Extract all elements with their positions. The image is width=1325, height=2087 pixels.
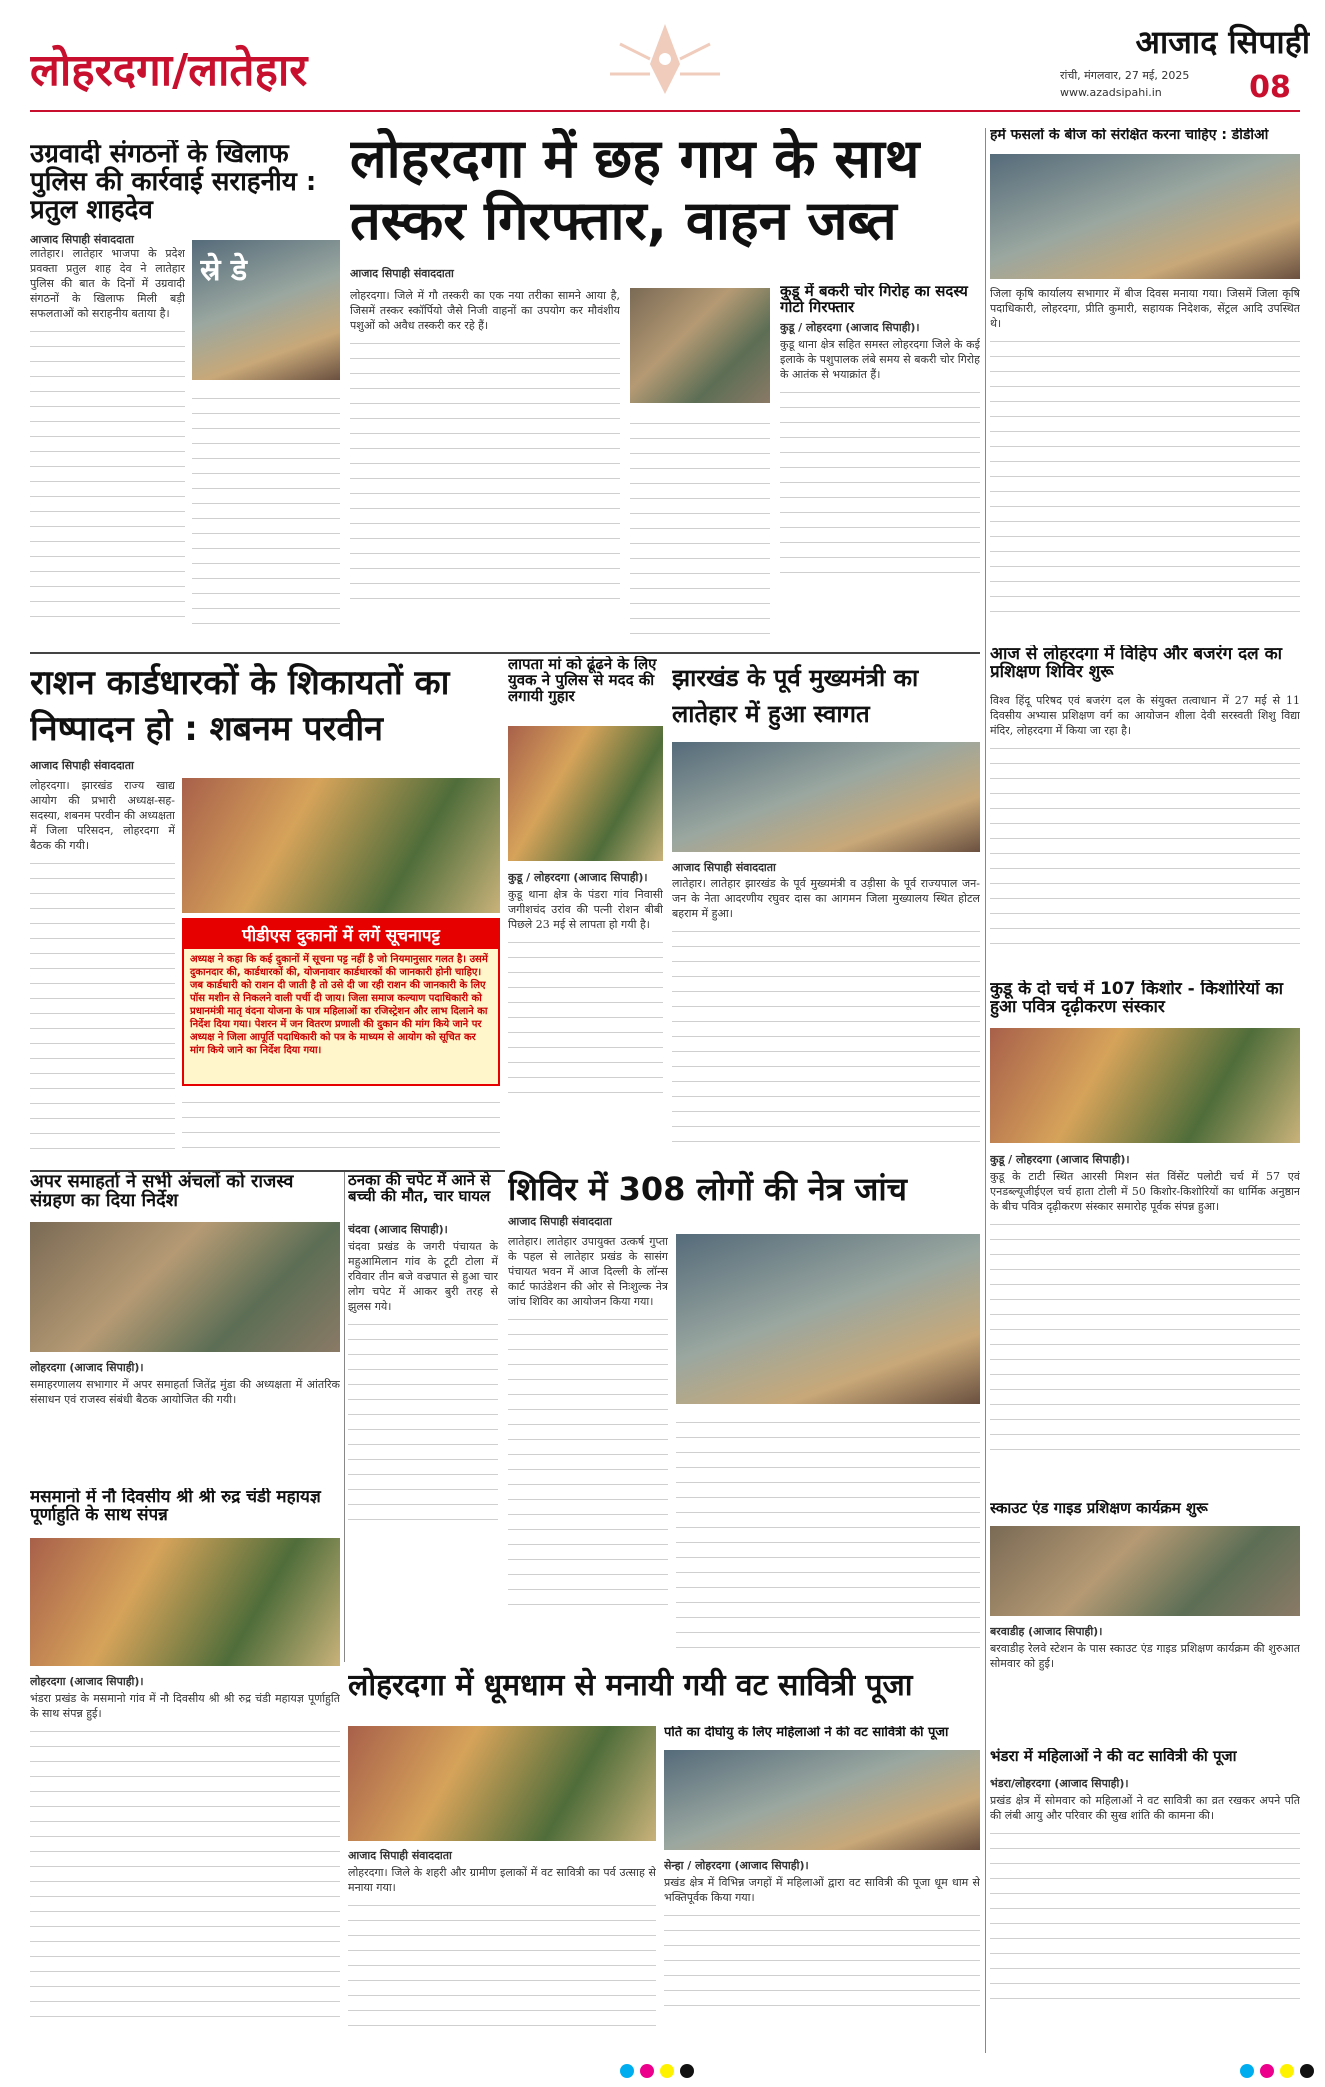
byline: कुडू / लोहरदगा (आजाद सिपाही)। [990,1153,1130,1166]
headline: स्काउट एंड गाइड प्रशिक्षण कार्यक्रम शुरू [990,1500,1208,1517]
byline: आजाद सिपाही संवाददाता [348,1849,452,1862]
headline: लोहरदगा में छह गाय के साथ तस्कर गिरफ्तार, वाहन जब्त [350,128,920,252]
body-text [30,321,185,621]
byline: आजाद सिपाही संवाददाता [672,861,776,874]
article-body [508,868,663,1163]
article-body [30,778,175,1163]
body-text [780,382,980,582]
cow-photo [630,288,770,403]
article-seeds [990,128,1300,638]
headline: ठनका की चपेट में आने से बच्ची की मौत, चार घायल [348,1172,491,1206]
lead-text: प्रखंड क्षेत्र में विभिन्न जगहों में महिलाओं द्वारा वट सावित्री की पूजा धूम धाम से भक्तिपूर्वक किया गया। [664,1876,980,1904]
headline: भंडरा में महिलाओं ने की वट सावित्री की पूजा [990,1748,1237,1765]
notice-body: अध्यक्ष ने कहा कि कई दुकानों में सूचना पट्ट नहीं है जो नियमानुसार गलत है। उसमें दुकानदार की, कार्डधारकों की, योजनावार कार्डधारकों की जानकारी होनी चाहिए। जब कार्डधारी को राशन दी जाती है तो उसे दी जा रही राशन की जानकारी के लिए पॉस मशीन से निकलने वाली पर्ची दी जाय। जिला समाज कल्याण पदाधिकारी को प्रधानमंत्री मातृ वंदना योजना के पात्र महिलाओं का रजिस्ट्रेशन और लाभ दिलाने का निर्देश दिया गया। पेशरन में जन वितरण प्रणाली की दुकान की मांग किये जाने पर अध्यक्ष ने जिला आपूर्ति पदाधिकारी को पत्र के माध्यम से आयोग को सूचित कर मांग किये जाने का निर्देश दिया गया। [190,954,488,1056]
headline: कुडू के दो चर्च में 107 किशोर - किशोरियों का हुआ पवित्र दृढ़ीकरण संस्कार [990,980,1284,1018]
portrait-photo [192,240,340,380]
body-text [348,1314,498,1534]
body-text [672,921,980,1146]
eye-camp-photo [676,1234,980,1404]
pen-nib-logo [580,4,750,104]
article-goat-thief-body [780,318,980,638]
masthead [0,0,1325,112]
body-text-2 [182,1092,500,1162]
lead-text: लातेहार। लातेहार झारखंड के पूर्व मुख्यमंत्री व उड़ीसा के पूर्व राज्यपाल जन-जन के नेता आदरणीय रघुवर दास का आगमन जिला मुख्यालय स्थित होटल बहराम में हुआ। [672,877,980,920]
welcome-photo [672,742,980,852]
headline: राशन कार्डधारकों के शिकायतों का निष्पादन हो : शबनम परवीन [30,663,450,749]
body-text [508,932,663,1102]
body-text-2 [192,388,340,636]
headline: शिविर में 308 लोगों की नेत्र जांच [508,1170,907,1208]
byline: बरवाडीह (आजाद सिपाही)। [990,1625,1103,1638]
article-senha-vat [664,1726,980,2056]
article-eye-camp [508,1168,980,1658]
article-bhandra-vat [990,1748,1300,2053]
revenue-photo [30,1222,340,1352]
reg-mark-black [680,2064,694,2078]
body-text [990,1214,1300,1454]
byline: सेन्हा / लोहरदगा (आजाद सिपाही)। [664,1859,809,1872]
article-body [990,693,1300,973]
lead-text: लातेहार। लातेहार भाजपा के प्रदेश प्रवक्ता प्रतुल शाह देव ने लातेहार पुलिस की बात के दिनों में उग्रवादी संगठनों के खिलाफ मिली बड़ी सफलताओं को सराहनीय बताया है। [30,247,185,320]
reg-mark-cyan [620,2064,634,2078]
article-confirmation [990,980,1300,1490]
article-body [672,876,980,1161]
lead-text: लोहरदगा। जिले में गौ तस्करी का एक नया तरीका सामने आया है, जिसमें तस्कर स्कॉर्पियो जैसे निजी वाहनों का उपयोग कर मौवंशीय पशुओं को अवैध तस्करी कर रहे हैं। [350,289,620,332]
headline: कुडू में बकरी चोर गिरोह का सदस्य गोटो गिरफ्तार [780,283,968,317]
lead-text: लोहरदगा। झारखंड राज्य खाद्य आयोग की प्रभारी अध्यक्ष-सह-सदस्या, शबनम परवीन की अध्यक्षता में जिला परिसदन, लोहरदगा में बैठक की गयी। [30,779,175,852]
body-text-2 [676,1412,980,1654]
headline: लोहरदगा में धूमधाम से मनायी गयी वट सावित्री पूजा [348,1668,913,1703]
yagya-photo [30,1538,340,1666]
confirmation-photo [990,1028,1300,1143]
brand-name: आजाद सिपाही [1135,23,1310,61]
article-yagya [30,1488,340,1668]
article-yagya-body [30,1672,340,2052]
body-text [350,333,620,613]
notice-box [182,918,500,1086]
lead-text: भंडरा प्रखंड के मसमानो गांव में नौ दिवसीय श्री श्री रुद्र चंडी महायज्ञ पूर्णाहुति के साथ संपन्न हुई। [30,1692,340,1720]
article-pratul [30,140,340,640]
article-scout-guide [990,1500,1300,1740]
headline: आज से लोहरदगा में विहिप और बजरंग दल का प्रशिक्षण शिविर शुरू [990,645,1283,683]
body-text [990,738,1300,958]
seeds-photo [990,154,1300,279]
lead-text: कुडू थाना क्षेत्र सहित समस्त लोहरदगा जिले के कई इलाके के पशुपालक लंबे समय से बकरी चोर गिरोह के आतंक से भयाक्रांत हैं। [780,338,980,381]
byline: चंदवा (आजाद सिपाही)। [348,1223,448,1236]
headline: हमें फसलों के बीज को संरक्षित करना चाहिए : डीडीओ [990,128,1269,143]
website: www.azadsipahi.in [1060,86,1162,99]
lead-text: लोहरदगा। जिले के शहरी और ग्रामीण इलाकों में वट सावित्री का पर्व उत्साह से मनाया गया। [348,1866,656,1894]
article-body [350,288,620,643]
article-body [990,286,1300,636]
byline: लोहरदगा (आजाद सिपाही)। [30,1361,144,1374]
woman-photo [508,726,663,861]
headline: लापता मां को ढूंढने के लिए युवक ने पुलिस से मदद की लगायी गुहार [508,656,657,706]
article-body [990,1150,1300,1485]
byline: भंडरा/लोहरदगा (आजाद सिपाही)। [990,1777,1129,1790]
body-text [664,1905,980,2015]
reg-mark-black [1300,2064,1314,2078]
headline: उग्रवादी संगठनों के खिलाफ पुलिस की कार्रवाई सराहनीय : प्रतुल शाहदेव [30,140,317,226]
lead-text: समाहरणालय सभागार में अपर समाहर्ता जितेंद्र मुंडा की अध्यक्षता में आंतरिक संसाधन एवं राजस्व संबंधी बैठक आयोजित की गयी। [30,1378,340,1406]
headline: पति का दीर्घायु के लिए महिलाओं ने की वट सावित्री की पूजा [664,1726,949,1740]
body-text [508,1309,668,1609]
article-lightning [348,1172,498,1612]
byline: आजाद सिपाही संवाददाता [350,267,454,280]
article-body [990,1774,1300,2049]
headline: झारखंड के पूर्व मुख्यमंत्री का लातेहार में हुआ स्वागत [672,664,919,728]
article-missing-mother [508,656,663,1164]
article-vhp-camp [990,645,1300,975]
body-text-2 [630,413,770,643]
article-revenue [30,1172,340,1482]
body-text [990,1823,1300,2003]
article-former-cm [672,660,980,1165]
vat-savitri-photo [348,1726,656,1841]
lead-text: चंदवा प्रखंड के जगरी पंचायत के महुआमिलान गांव के टूटी टोला में रविवार तीन बजे वज्रपात से हुआ चार लोग चपेट में आकर बुरी तरह से झुलस गये। [348,1240,498,1313]
page-number: 08 [1249,70,1291,105]
article-vat-savitri-body [348,1846,656,2056]
headline: अपर समाहर्ता ने सभी अंचलों को राजस्व संग्रहण का दिया निर्देश [30,1172,294,1212]
divider [30,652,980,654]
reg-mark-cyan [1240,2064,1254,2078]
article-body [30,1358,340,1478]
article-body [30,246,185,636]
registration-marks [0,2060,1325,2084]
column-rule [985,128,986,2053]
reg-mark-yellow [1280,2064,1294,2078]
headline: मसमानो में नौ दिवसीय श्री श्री रुद्र चंडी महायज्ञ पूर्णाहुति के साथ संपन्न [30,1488,321,1526]
dateline: रांची, मंगलवार, 27 मई, 2025 [1060,69,1190,82]
banner-text: स्रे डे [200,253,248,288]
scout-photo [990,1526,1300,1616]
lead-text: कुडू थाना क्षेत्र के पंडरा गांव निवासी जगीशचंद उरांव की पत्नी रोशन बीबी पिछले 23 मई से लापता हो गयी है। [508,888,663,931]
lead-text: प्रखंड क्षेत्र में सोमवार को महिलाओं ने वट सावित्री का व्रत रखकर अपने पति की लंबी आयु और परिवार की सुख शांति की कामना की। [990,1794,1300,1822]
byline: आजाद सिपाही संवाददाता [508,1215,612,1228]
article-body [348,1220,498,1610]
article-body [990,1622,1300,1737]
lead-text: लातेहार। लातेहार उपायुक्त उत्कर्ष गुप्ता के पहल से लातेहार प्रखंड के सासंग पंचायत भवन में आज दिल्ली के लॉन्स कार्ट फाउंडेशन की ओर से निःशुल्क नेत्र जांच शिविर का आयोजन किया गया। [508,1235,668,1308]
byline: कुडू / लोहरदगा (आजाद सिपाही)। [780,321,920,334]
article-body [508,1234,668,1654]
byline: आजाद सिपाही संवाददाता [30,759,134,772]
lead-text: विश्व हिंदू परिषद एवं बजरंग दल के संयुक्त तत्वाधान में 27 मई से 11 दिवसीय अभ्यास प्रशिक्षण वर्ग का आयोजन शीला देवी सरस्वती शिशु विद्या मंदिर, लोहरदगा में किया जा रहा है। [990,694,1300,737]
masthead-rule [30,110,1300,112]
article-ration [30,660,500,1165]
lead-text: कुडू के टाटी स्थित आरसी मिशन संत विंसेंट पलोटी चर्च में 57 एवं एनडब्ल्यूजीईएल चर्च हाता टोली में 50 किशोर-किशोरियों का धार्मिक अनुष्ठान के बीच पवित्र दृढ़ीकरण संस्कार समारोह पूर्वक संपन्न हुआ। [990,1170,1300,1213]
senha-photo [664,1750,980,1850]
article-body [664,1856,980,2052]
reg-mark-magenta [640,2064,654,2078]
body-text [30,853,175,1153]
lead-text: जिला कृषि कार्यालय सभागार में बीज दिवस मनाया गया। जिसमें जिला कृषि पदाधिकारी, लोहरदगा, प्रीति कुमारी, सहायक निदेशक, सेंट्रल आदि उपस्थित थे। [990,287,1300,330]
lead-text: बरवाडीह रेलवे स्टेशन के पास स्काउट एंड गाइड प्रशिक्षण कार्यक्रम की शुरुआत सोमवार को हुई। [990,1642,1300,1670]
byline: आजाद सिपाही संवाददाता [30,233,134,247]
byline: कुडू / लोहरदगा (आजाद सिपाही)। [508,871,648,884]
reg-mark-magenta [1260,2064,1274,2078]
column-rule [344,1172,345,1662]
body-text [30,1721,340,2021]
section-title: लोहरदगा/लातेहार [30,45,308,96]
meeting-photo [182,778,500,913]
reg-mark-yellow [660,2064,674,2078]
article-vat-savitri [348,1664,980,1724]
body-text [348,1895,656,2035]
body-text [990,331,1300,621]
byline: लोहरदगा (आजाद सिपाही)। [30,1675,144,1688]
notice-title: पीडीएस दुकानों में लगें सूचनापट्ट [184,920,498,949]
